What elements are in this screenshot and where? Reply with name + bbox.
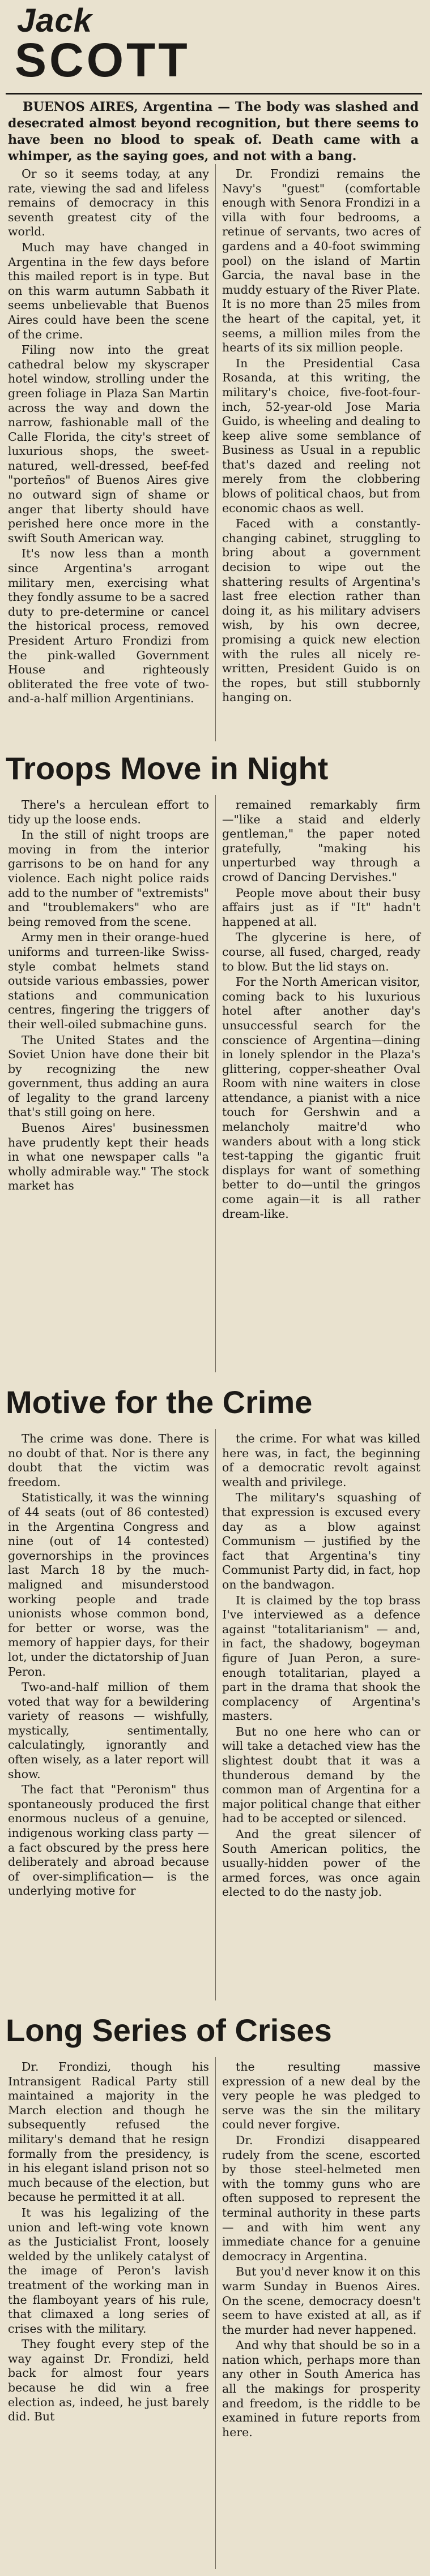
paragraph: It was his legalizing of the union and left-wing vote known as the Justicialist Front, loosely welded by the unlikely catalyst of the image of Peron's lavish treatment of the working man in the flamboyant years of his rule, that climaxed a long series of crises with the military.	[8, 2205, 209, 2335]
section-0-right-column	[222, 167, 420, 706]
paragraph: Dr. Frondizi remains the Navy's "guest" (comfortable enough with Senora Frondizi in a villa with four bedrooms, a retinue of servants, two acres of gardens and a 40-foot swimming pool) on the island of Martin Garcia, the naval base in the muddy estuary of the River Plate. It is no more than 25 miles from the heart of the capital, yet, it seems, a million miles from the hearts of its six million people.	[222, 167, 420, 355]
section-1-right-column	[222, 798, 420, 1222]
paragraph: It's now less than a month since Argentina's arrogant military men, exercising what they fondly assume to be a sacred duty to pre-determine or cancel the historical process, removed President Arturo Frondizi from the pink-walled Government House and righteously obliterated the free vote of two-and-a-half million Argentinians.	[8, 547, 209, 706]
column-divider	[215, 1429, 216, 2000]
paragraph: People move about their busy affairs just as if "It" hadn't happened at all.	[222, 886, 420, 929]
column-divider	[215, 795, 216, 1372]
paragraph: It is claimed by the top brass I've interviewed as a defence against "totalitarianism" — and, in fact, the shadowy, bogeyman figure of Juan Peron, a sure-enough totalitarian, played a part in the drama that shook the complacency of Argentina's masters.	[222, 1593, 420, 1723]
byline-last-name: SCOTT	[15, 33, 190, 87]
paragraph: the crime. For what was killed here was, in fact, the beginning of a democratic revolt against wealth and privilege.	[222, 1432, 420, 1489]
paragraph: the resulting massive expression of a new deal by the very people he was pledged to serve was the sin the military could never forgive.	[222, 2060, 420, 2132]
section-2-left-column	[8, 1432, 209, 1900]
lead-paragraph: BUENOS AIRES, Argentina — The body was slashed and desecrated almost beyond recognition, but there seems to have been no blood to speak of. Death came with a whimper, as the saying goes, and not with a bang.	[8, 100, 419, 164]
column-divider	[215, 164, 216, 741]
column-divider	[215, 2057, 216, 2569]
section-0-left-column	[8, 167, 209, 707]
paragraph: There's a herculean effort to tidy up the loose ends.	[8, 798, 209, 826]
paragraph: The fact that "Peronism" thus spontaneously produced the first enormous nucleus of a genuine, indigenous working class party — a fact obscured by the press here deliberately and abroad because of over-simplification— is the underlying motive for	[8, 1783, 209, 1898]
paragraph: Army men in their orange-hued uniforms and turreen-like Swiss-style combat helmets stand outside various embassies, power stations and communication centres, fingering the triggers of their well-oiled submachine guns.	[8, 930, 209, 1031]
paragraph: Faced with a constantly-changing cabinet, struggling to bring about a government decision to wipe out the shattering results of Argentina's last free election rather than doing it, as his military advisers wish, by his own decree, promising a quick new election with the rules all nicely re-written, President Guido is on the ropes, but still stubbornly hanging on.	[222, 517, 420, 705]
paragraph: In the still of night troops are moving in from the interior garrisons to be on hand for any violence. Each night police raids add to the number of "extremists" and "troublemakers" who are being removed from the scene.	[8, 828, 209, 929]
section-2-right-column	[222, 1432, 420, 1901]
paragraph: They fought every step of the way against Dr. Frondizi, held back for almost four years because he did win a free election as, indeed, he just barely did. But	[8, 2337, 209, 2424]
subhead-long-series-of-crises: Long Series of Crises	[6, 2012, 332, 2048]
paragraph: Buenos Aires' businessmen have prudently kept their heads in what one newspaper calls "a wholly admirable way." The stock market has	[8, 1121, 209, 1193]
paragraph: The military's squashing of that expression is excused every day as a blow against Communism — justified by the fact that Argentina's tiny Communist Party did, in fact, hop on the bandwagon.	[222, 1491, 420, 1591]
section-3-right-column	[222, 2060, 420, 2441]
paragraph: In the Presidential Casa Rosanda, at this writing, the military's choice, five-foot-four-inch, 52-year-old Jose Maria Guido, is wheeling and dealing to keep alive some semblance of Business as Usual in a republic that's dazed and reeling not merely from the clobbering blows of political chaos, but from economic chaos as well.	[222, 356, 420, 515]
subhead-motive-for-the-crime: Motive for the Crime	[6, 1384, 313, 1420]
byline-rule	[6, 93, 422, 95]
paragraph: The glycerine is here, of course, all fused, charged, ready to blow. But the lid stays on.	[222, 930, 420, 973]
paragraph: And the great silencer of South American politics, the usually-hidden power of the armed forces, was once again elected to do the nasty job.	[222, 1827, 420, 1899]
section-1-left-column	[8, 798, 209, 1195]
paragraph: remained remarkably firm—"like a staid and elderly gentleman," the paper noted gratefully, "making his unperturbed way through a crowd of Dancing Dervishes."	[222, 798, 420, 884]
paragraph: And why that should be so in a nation which, perhaps more than any other in South America has all the makings for prosperity and freedom, is the riddle to be examined in future reports from here.	[222, 2338, 420, 2439]
paragraph: The crime was done. There is no doubt of that. Nor is there any doubt that the victim was freedom.	[8, 1432, 209, 1489]
paragraph: Statistically, it was the winning of 44 seats (out of 86 contested) in the Argentina Congress and nine (out of 14 contested) governorships in the provinces last March 18 by the much-maligned and misunderstood working people and trade unionists whose common bond, for better or worse, was the memory of happier days, for their lot, under the dictatorship of Juan Peron.	[8, 1491, 209, 1678]
paragraph: Or so it seems today, at any rate, viewing the sad and lifeless remains of democracy in this seventh greatest city of the world.	[8, 167, 209, 239]
paragraph: But you'd never know it on this warm Sunday in Buenos Aires. On the scene, democracy doesn't seem to have existed at all, as if the murder had never happened.	[222, 2265, 420, 2337]
paragraph: Two-and-half million of them voted that way for a bewildering variety of reasons — wishfully, mystically, sentimentally, calculatingly, ignorantly and often wisely, as a later report will show.	[8, 1680, 209, 1781]
paragraph: But no one here who can or will take a detached view has the slightest doubt that it was a thunderous demand by the common man of Argentina for a major political change that either had to be accepted or silenced.	[222, 1724, 420, 1826]
paragraph: Filing now into the great cathedral below my skyscraper hotel window, strolling under the green foliage in Plaza San Martin across the way and down the narrow, fashionable mall of the Calle Florida, the city's street of luxurious shops, the sweet-natured, well-dressed, beef-fed "porteños" of Buenos Aires give no outward sign of shame or anger that liberty should have perished here once more in the swift South American way.	[8, 343, 209, 545]
paragraph: Dr. Frondizi disappeared rudely from the scene, escorted by those steel-helmeted men with the tommy guns who are often supposed to represent the terminal authority in these parts — and with him went any immediate chance for a genuine democracy in Argentina.	[222, 2133, 420, 2263]
paragraph: Much may have changed in Argentina in the few days before this mailed report is in type. But on this warm autumn Sabbath it seems unbelievable that Buenos Aires could have been the scene of the crime.	[8, 240, 209, 341]
subhead-troops-move-in-night: Troops Move in Night	[6, 750, 329, 786]
byline-first-name: Jack	[17, 2, 93, 39]
paragraph: The United States and the Soviet Union have done their bit by recognizing the new government, thus adding an aura of legality to the grand larceny that's still going on here.	[8, 1033, 209, 1119]
paragraph: Dr. Frondizi, though his Intransigent Radical Party still maintained a majority in the March election and though he subsequently refused the military's demand that he resign formally from the presidency, is in his elegant island prison not so much because of the election, but because he permitted it at all.	[8, 2060, 209, 2204]
section-3-left-column	[8, 2060, 209, 2425]
paragraph: For the North American visitor, coming back to his luxurious hotel after another day's unsuccessful search for the conscience of Argentina—dining in lonely splendor in the Plaza's glittering, copper-sheather Oval Room with nine waiters in close attendance, a pianist with a nice touch for Gershwin and a melancholy maitre'd who wanders about with a long stick test-tapping the gigantic fruit displays for want of something better to do—until the gringos come again—it is all rather dream-like.	[222, 975, 420, 1221]
